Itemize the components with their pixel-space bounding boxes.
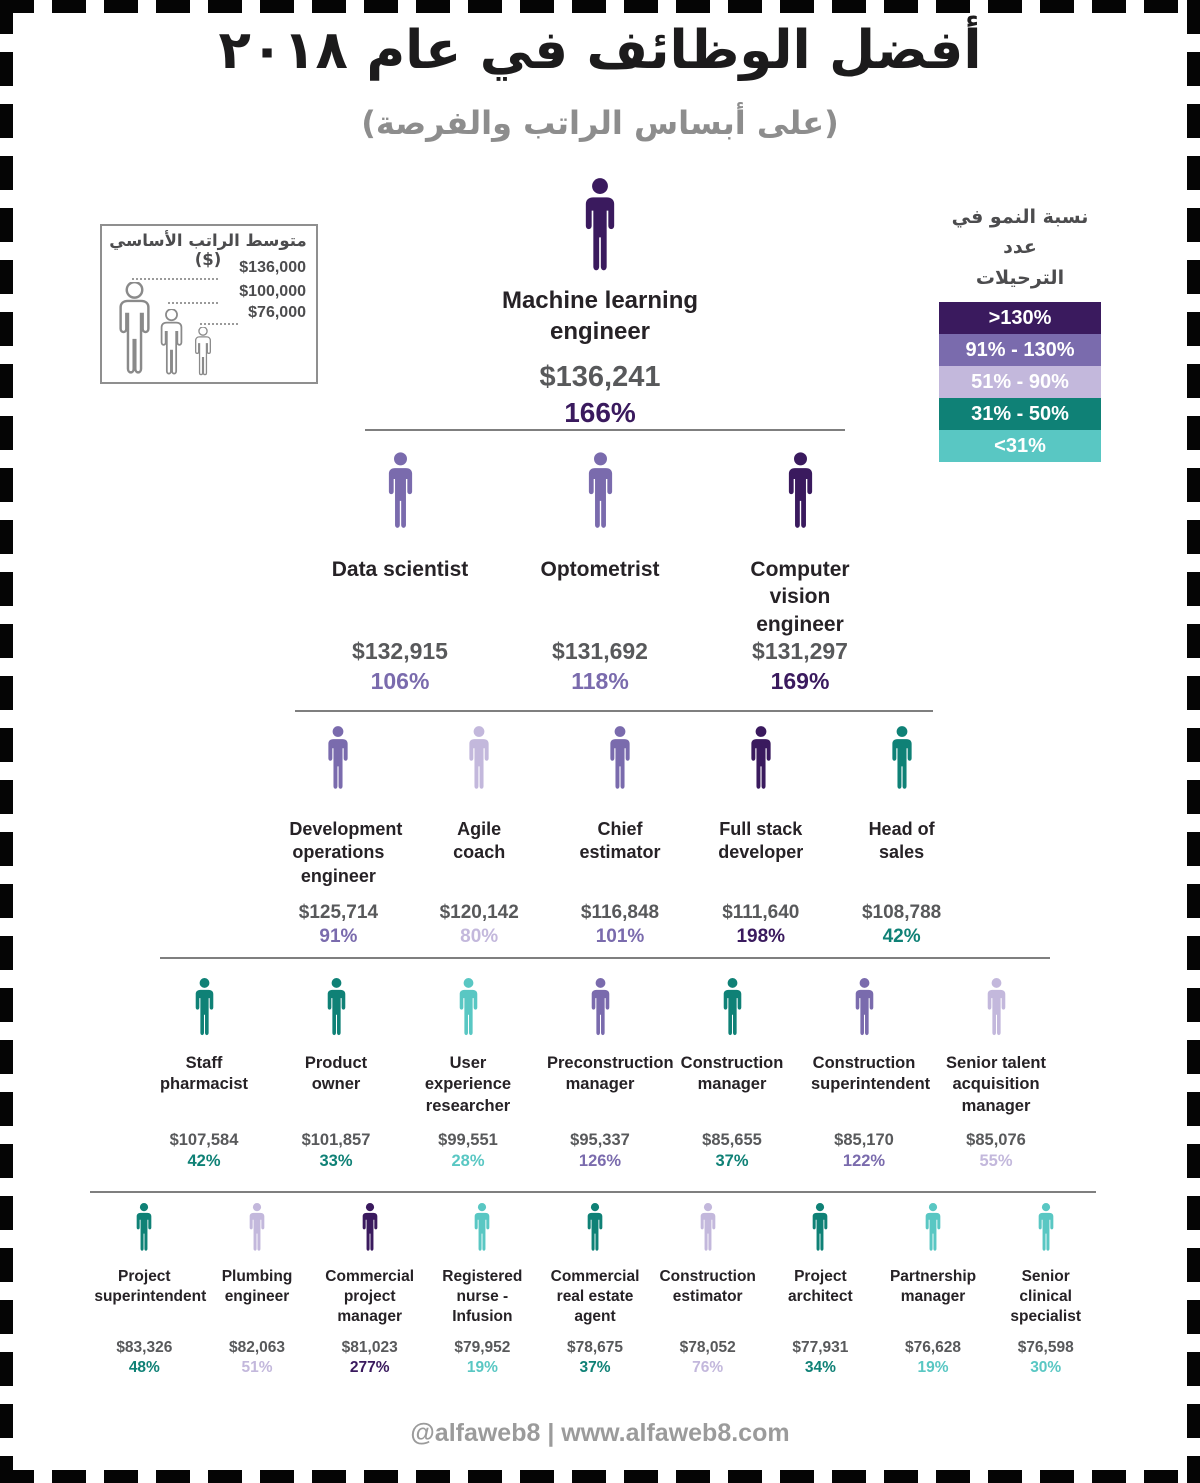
person-icon: [780, 452, 821, 532]
job-card: [409, 726, 550, 948]
person-icon: [695, 1203, 721, 1253]
job-salary: $125,714: [298, 902, 379, 923]
person-icon: [582, 1203, 608, 1253]
person-icon: [244, 1203, 270, 1253]
job-card: [534, 978, 674, 1171]
job-growth: 42%: [882, 926, 921, 947]
job-growth: 28%: [451, 1152, 485, 1170]
job-name: Commercial real estate agent: [550, 1268, 640, 1326]
job-name: Head of sales: [868, 819, 935, 863]
job-growth: 51%: [241, 1359, 273, 1376]
job-salary: $131,297: [752, 638, 848, 664]
job-salary: $108,788: [861, 902, 942, 923]
job-growth: 126%: [578, 1152, 622, 1170]
job-growth: 34%: [804, 1359, 836, 1376]
job-growth: 91%: [319, 926, 358, 947]
person-icon: [807, 1203, 833, 1253]
growth-legend-band: <31%: [939, 430, 1101, 462]
growth-legend-band: 51% - 90%: [939, 366, 1101, 398]
job-name: Project superintendent: [94, 1268, 207, 1306]
growth-legend-band: 31% - 50%: [939, 398, 1101, 430]
person-icon: [575, 178, 625, 275]
page-subtitle: (على أبساس الراتب والفرصة): [361, 104, 839, 142]
salary-legend-value-low: $76,000: [248, 304, 306, 321]
person-icon: [131, 1203, 157, 1253]
person-icon: [585, 978, 616, 1038]
job-growth: 198%: [736, 926, 786, 947]
job-card: [539, 1203, 652, 1377]
job-salary: $120,142: [439, 902, 519, 923]
job-salary: $107,584: [169, 1131, 239, 1149]
job-growth: 76%: [692, 1359, 724, 1376]
job-growth: 277%: [349, 1359, 390, 1376]
job-growth: 33%: [319, 1152, 353, 1170]
row-divider: [90, 1191, 1096, 1193]
salary-legend-value-high: $136,000: [239, 259, 306, 276]
job-row-3: [268, 726, 972, 948]
job-growth: 118%: [571, 668, 629, 694]
job-salary: $83,326: [116, 1339, 173, 1356]
job-name: Project architect: [788, 1268, 853, 1306]
job-name: Computer vision engineer: [750, 558, 850, 636]
job-card: [313, 1203, 426, 1377]
job-salary: $132,915: [352, 638, 448, 664]
dashed-border-bottom: [0, 1470, 1200, 1483]
job-name: Product owner: [304, 1054, 368, 1094]
job-card: [138, 978, 270, 1171]
job-card: [877, 1203, 990, 1377]
person-icon: [380, 452, 421, 532]
job-name: Data scientist: [331, 558, 469, 581]
job-card: [270, 978, 402, 1171]
job-growth: 101%: [595, 926, 645, 947]
job-salary: $77,931: [792, 1339, 849, 1356]
job-salary: $95,337: [570, 1131, 630, 1149]
person-icon: [462, 726, 496, 792]
job-name: Preconstruction manager: [547, 1054, 674, 1094]
job-growth: 37%: [715, 1152, 749, 1170]
job-card: [989, 1203, 1102, 1377]
job-growth: 19%: [917, 1359, 949, 1376]
row-divider: [365, 429, 845, 431]
job-card: [651, 1203, 764, 1377]
growth-legend-band: >130%: [939, 302, 1101, 334]
job-card: [690, 726, 831, 948]
job-name: Construction estimator: [659, 1268, 756, 1306]
job-salary: $85,655: [702, 1131, 762, 1149]
job-salary: $85,170: [834, 1131, 894, 1149]
job-card: [666, 978, 798, 1171]
job-name: Chief estimator: [579, 819, 661, 863]
person-icon: [981, 978, 1012, 1038]
job-card: [88, 1203, 207, 1377]
job-name: Staff pharmacist: [159, 1054, 249, 1094]
job-card: [764, 1203, 877, 1377]
growth-legend-title-line1: نسبة النمو في عدد: [951, 206, 1089, 259]
job-row-5: [88, 1203, 1102, 1377]
job-row-1: [0, 178, 1200, 429]
job-name: Machine learning engineer: [501, 287, 699, 346]
job-name: User experience researcher: [424, 1054, 512, 1115]
footer-credit: @alfaweb8 | www.alfaweb8.com: [410, 1419, 790, 1447]
job-growth: 169%: [770, 668, 830, 694]
job-salary: $82,063: [228, 1339, 286, 1356]
job-card: [500, 452, 700, 695]
person-icon: [603, 726, 637, 792]
row-divider: [160, 957, 1050, 959]
job-name: Commercial project manager: [325, 1268, 415, 1326]
person-icon: [321, 726, 355, 792]
person-icon: [717, 978, 748, 1038]
growth-legend-band: 91% - 130%: [939, 334, 1101, 366]
job-name: Senior clinical specialist: [1010, 1268, 1082, 1326]
job-salary: $85,076: [966, 1131, 1026, 1149]
person-icon: [920, 1203, 946, 1253]
job-growth: 37%: [579, 1359, 611, 1376]
person-icon: [580, 452, 621, 532]
job-growth: 106%: [370, 668, 430, 694]
job-row-2: [300, 452, 900, 695]
job-name: Plumbing engineer: [221, 1268, 293, 1306]
job-card: [300, 452, 500, 695]
job-growth: 30%: [1030, 1359, 1062, 1376]
job-name: Registered nurse - Infusion: [442, 1268, 523, 1326]
job-growth: 122%: [842, 1152, 886, 1170]
job-name: Partnership manager: [889, 1268, 977, 1306]
job-name: Agile coach: [453, 819, 506, 863]
job-salary: $76,628: [905, 1339, 962, 1356]
job-salary: $136,241: [539, 361, 661, 393]
job-card: [426, 1203, 539, 1377]
job-growth: 42%: [187, 1152, 221, 1170]
job-salary: $116,848: [580, 902, 660, 923]
job-card: [831, 726, 972, 948]
row-divider: [295, 710, 933, 712]
job-name: Senior talent acquisition manager: [946, 1054, 1046, 1115]
job-card: [402, 978, 534, 1171]
person-icon: [1033, 1203, 1059, 1253]
person-icon: [453, 978, 484, 1038]
job-card: [798, 978, 930, 1171]
salary-legend-title: متوسط الراتب الأساسي ($): [109, 231, 307, 269]
job-row-4: [138, 978, 1062, 1171]
job-card: [930, 978, 1062, 1171]
job-name: Construction superintendent: [811, 1054, 931, 1094]
job-name: Development operations engineer: [289, 819, 403, 886]
job-name: Optometrist: [540, 558, 660, 581]
job-salary: $78,675: [567, 1339, 624, 1356]
job-salary: $79,952: [454, 1339, 511, 1356]
job-name: Full stack developer: [718, 819, 804, 863]
job-growth: 55%: [979, 1152, 1013, 1170]
person-icon: [357, 1203, 383, 1253]
person-icon: [885, 726, 919, 792]
growth-legend-title-line2: الترحيلات: [975, 266, 1065, 289]
salary-legend-value-mid: $100,000: [239, 283, 306, 300]
job-card: [448, 178, 752, 429]
job-name: Construction manager: [680, 1054, 784, 1094]
person-icon: [849, 978, 880, 1038]
job-salary: $78,052: [679, 1339, 736, 1356]
job-card: [700, 452, 900, 695]
job-salary: $111,640: [722, 902, 800, 923]
job-growth: 48%: [128, 1359, 160, 1376]
job-card: [550, 726, 691, 948]
person-icon: [744, 726, 778, 792]
job-salary: $99,551: [438, 1131, 498, 1149]
person-icon: [469, 1203, 495, 1253]
job-growth: 80%: [460, 926, 499, 947]
job-growth: 19%: [466, 1359, 498, 1376]
job-salary: $131,692: [552, 638, 648, 664]
job-card: [268, 726, 409, 948]
person-icon: [189, 978, 220, 1038]
job-card: [201, 1203, 314, 1377]
job-growth: 166%: [564, 397, 636, 428]
job-salary: $81,023: [341, 1339, 398, 1356]
job-salary: $101,857: [301, 1131, 371, 1149]
job-salary: $76,598: [1017, 1339, 1074, 1356]
dashed-border-top: [0, 0, 1200, 13]
person-icon: [321, 978, 352, 1038]
page-title: أفضل الوظائف في عام ٢٠١٨: [218, 20, 982, 81]
